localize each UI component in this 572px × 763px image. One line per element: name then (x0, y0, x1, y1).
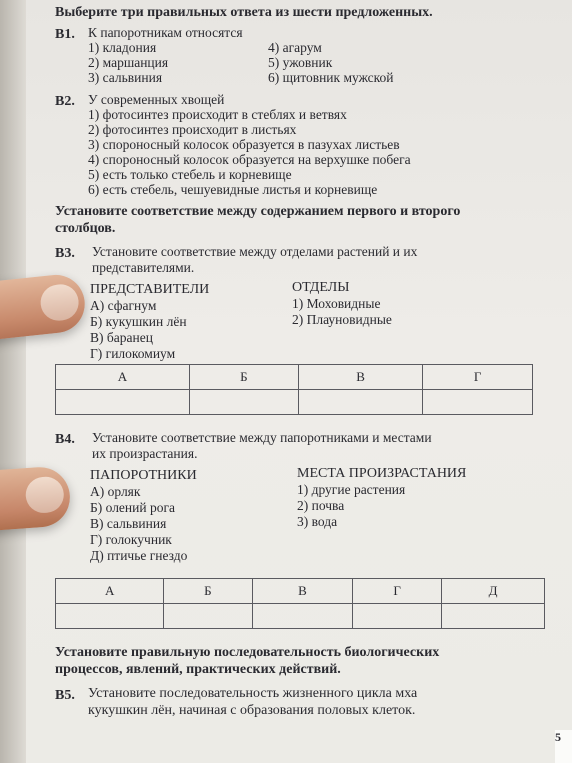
b4-column-ferns: ПАПОРОТНИКИ (90, 468, 197, 483)
fingernail-bottom (25, 476, 65, 515)
b4-answer-cell-v[interactable] (252, 604, 353, 629)
b4-habitat-1: 1) другие растения (297, 482, 406, 497)
b4-item-g: Г) голокучник (90, 532, 172, 547)
b3-item-g: Г) гилокомиум (90, 346, 176, 361)
b3-item-v: В) баранец (90, 330, 153, 345)
b3-division-2: 2) Плауновидные (292, 312, 392, 327)
b2-option-3: 3) спороносный колосок образуется в пазухах листьев (88, 137, 400, 152)
page-fold-shadow (0, 0, 26, 763)
finger-bottom (0, 465, 72, 535)
b4-item-b: Б) олений рога (90, 500, 176, 515)
question-b3-text: Установите соответствие между отделами растений и их (92, 244, 418, 259)
b2-option-4: 4) спороносный колосок образуется на верхушке побега (88, 152, 411, 167)
section-instruction-1: Выберите три правильных ответа из шести предложенных. (55, 5, 433, 20)
b3-item-b: Б) кукушкин лён (90, 314, 187, 329)
question-b4-number: B4. (55, 432, 75, 447)
b1-option-3: 3) сальвиния (88, 70, 163, 85)
b3-item-a: А) сфагнум (90, 298, 157, 313)
b4-header-a: А (56, 579, 164, 604)
b4-habitat-3: 3) вода (297, 514, 338, 529)
question-b1-text: К папоротникам относятся (88, 25, 243, 40)
b4-item-a: А) орляк (90, 484, 141, 499)
question-b4-text: Установите соответствие между папоротниками и местами (92, 430, 432, 445)
b4-habitat-2: 2) почва (297, 498, 345, 513)
b3-answer-table (55, 364, 533, 415)
b4-header-b: Б (164, 579, 252, 604)
b3-answer-cell-a[interactable] (56, 390, 190, 415)
question-b5-text: Установите последовательность жизненного цикла мха (88, 686, 418, 701)
b3-answer-cell-g[interactable] (423, 390, 533, 415)
b4-item-d: Д) птичье гнездо (90, 548, 188, 563)
question-b2-number: B2. (55, 94, 75, 109)
question-b4-text-cont: их произрастания. (92, 446, 198, 461)
b2-option-1: 1) фотосинтез происходит в стеблях и ветвях (88, 107, 347, 122)
b1-option-4: 4) агарум (268, 40, 322, 55)
b2-option-2: 2) фотосинтез происходит в листьях (88, 122, 297, 137)
fingernail-top (39, 283, 81, 323)
b3-column-representatives: ПРЕДСТАВИТЕЛИ (90, 282, 210, 297)
question-b1-number: B1. (55, 27, 75, 42)
question-b5-text-cont: кукушкин лён, начиная с образования половых клеток. (88, 703, 416, 718)
b3-division-1: 1) Моховидные (292, 296, 381, 311)
section-instruction-3: Установите правильную последовательность биологических (55, 645, 440, 660)
b4-item-v: В) сальвиния (90, 516, 167, 531)
section-instruction-3-cont: процессов, явлений, практических действий. (55, 662, 341, 677)
b3-header-v: В (298, 365, 423, 390)
b4-column-habitats: МЕСТА ПРОИЗРАСТАНИЯ (297, 466, 467, 481)
b3-column-divisions: ОТДЕЛЫ (292, 280, 350, 295)
finger-top (0, 272, 88, 346)
b1-option-2: 2) маршанция (88, 55, 169, 70)
b4-header-v: В (252, 579, 353, 604)
next-page-edge (555, 730, 572, 763)
b4-header-d: Д (442, 579, 545, 604)
question-b3-text-cont: представителями. (92, 260, 195, 275)
section-instruction-2-cont: столбцов. (55, 221, 116, 236)
b4-answer-cell-b[interactable] (164, 604, 252, 629)
section-instruction-2: Установите соответствие между содержанием первого и второго (55, 204, 461, 219)
b1-option-6: 6) щитовник мужской (268, 70, 394, 85)
question-b2-text: У современных хвощей (88, 92, 225, 107)
question-b5-number: B5. (55, 688, 75, 703)
b4-answer-cell-g[interactable] (353, 604, 442, 629)
b1-option-1: 1) кладония (88, 40, 157, 55)
b3-header-b: Б (189, 365, 298, 390)
next-page-number: 5 (555, 730, 561, 744)
b2-option-6: 6) есть стебель, чешуевидные листья и корневище (88, 182, 378, 197)
b3-answer-cell-b[interactable] (189, 390, 298, 415)
b1-option-5: 5) ужовник (268, 55, 333, 70)
b4-answer-cell-d[interactable] (442, 604, 545, 629)
b4-answer-cell-a[interactable] (56, 604, 164, 629)
b2-option-5: 5) есть только стебель и корневище (88, 167, 292, 182)
b3-header-a: А (56, 365, 190, 390)
b4-answer-table (55, 578, 545, 629)
b3-header-g: Г (423, 365, 533, 390)
b4-header-g: Г (353, 579, 442, 604)
question-b3-number: B3. (55, 246, 75, 261)
b3-answer-cell-v[interactable] (298, 390, 423, 415)
